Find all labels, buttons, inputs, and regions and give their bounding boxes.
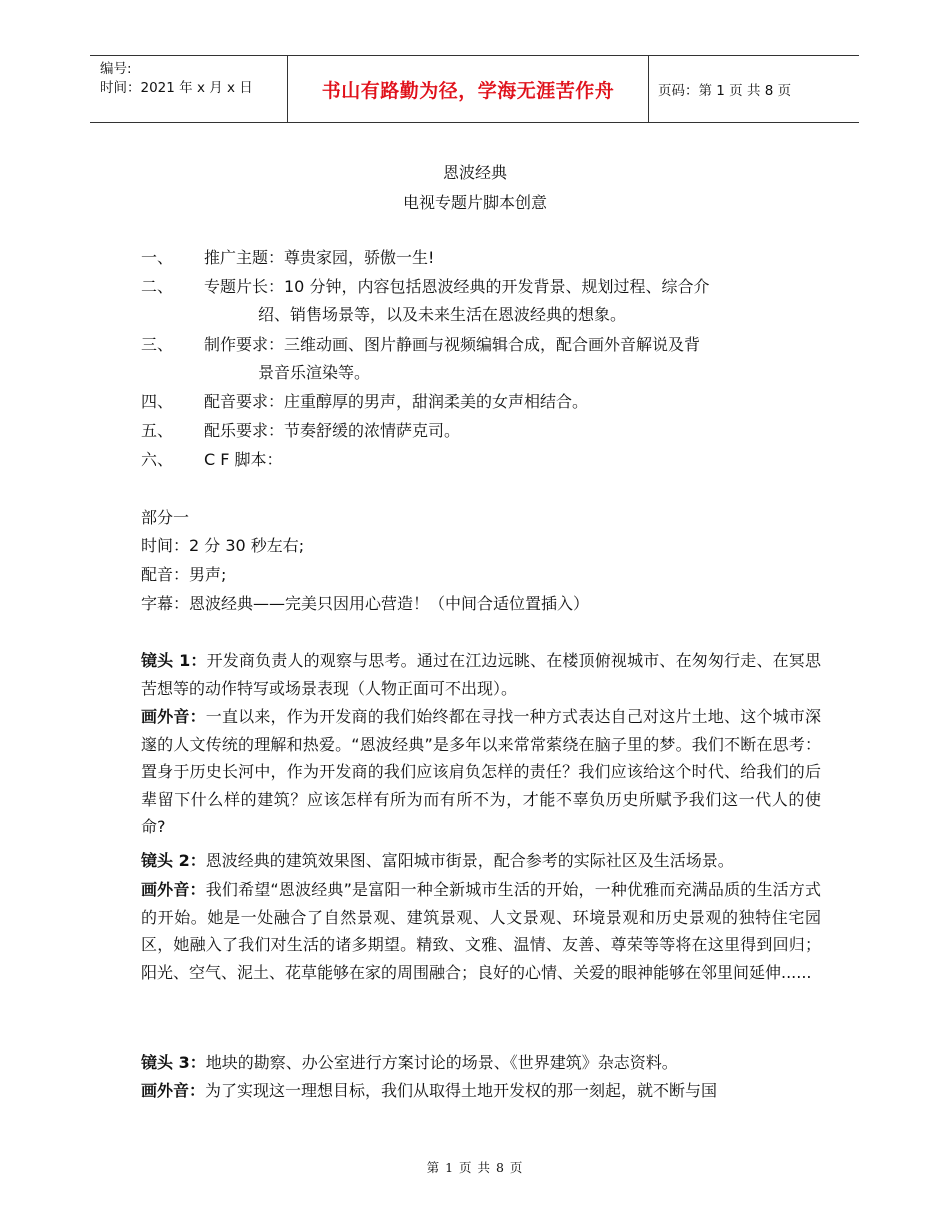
item-number: 二、: [141, 277, 174, 296]
item-line: 配音要求：庄重醇厚的男声，甜润柔美的女声相结合。: [204, 392, 589, 411]
voiceover-text: 一直以来，作为开发商的我们始终都在寻找一种方式表达自己对这片土地、这个城市深邃的人文传统的理解和热爱。“恩波经典”是多年以来常常萦绕在脑子里的梦。我们不断在思考：置身于历史长河中，作为开发商的我们应该肩负怎样的责任？我们应该给这个时代、给我们的后辈留下什么样的建筑？应该怎样有所为而有所不为，才能不辜负历史所赋予我们这一代人的使命?: [141, 707, 821, 837]
shot-paragraph: [141, 1049, 821, 1077]
shot-label: 镜头 3：: [141, 1053, 206, 1072]
shot-paragraph: [141, 647, 821, 702]
time-label: 时间：2021 年 x 月 x 日: [100, 80, 253, 96]
voiceover-paragraph: [141, 703, 821, 841]
shot-label: 镜头 1：: [141, 651, 207, 670]
voiceover-text: 我们希望“恩波经典”是富阳一种全新城市生活的开始，一种优雅而充满品质的生活方式的开始。她是一处融合了自然景观、建筑景观、人文景观、环境景观和历史景观的独特住宅园区，她融入了我们对生活的诸多期望。精致、文雅、温情、友善、尊荣等等将在这里得到回归；阳光、空气、泥土、花草能够在家的周围融合；良好的心情、关爱的眼神能够在邻里间延伸......: [141, 880, 821, 982]
item-number: 四、: [141, 392, 174, 411]
doc-title: 恩波经典: [442, 163, 507, 182]
code-label: 编号:: [100, 61, 132, 77]
header-table: [90, 55, 859, 123]
shot-text: 恩波经典的建筑效果图、富阳城市街景，配合参考的实际社区及生活场景。: [205, 851, 734, 870]
shot-text: 地块的勘察、办公室进行方案讨论的场景、《世界建筑》杂志资料。: [205, 1053, 678, 1072]
item-line: 制作要求：三维动画、图片静画与视频编辑合成，配合画外音解说及背: [204, 335, 701, 354]
part-caption: 字幕：恩波经典——完美只因用心营造！（中间合适位置插入）: [141, 594, 590, 613]
header-meta: [90, 56, 287, 122]
item-number: 三、: [141, 335, 174, 354]
item-line-cont: 绍、销售场景等，以及未来生活在恩波经典的想象。: [258, 305, 627, 324]
voiceover-paragraph: [141, 876, 821, 986]
shot-label: 镜头 2：: [141, 851, 206, 870]
header-motto: 书山有路勤为径，学海无涯苦作舟: [287, 56, 649, 122]
item-line: 配乐要求：节奏舒缓的浓情萨克司。: [204, 421, 461, 440]
shot-paragraph: [141, 847, 821, 875]
part-heading: 部分一: [141, 508, 190, 527]
voiceover-paragraph: [141, 1077, 821, 1105]
item-line: 专题片长：10 分钟，内容包括恩波经典的开发背景、规划过程、综合介: [204, 277, 710, 296]
item-number: 五、: [141, 421, 174, 440]
voiceover-label: 画外音：: [141, 1081, 206, 1100]
voiceover-text: 为了实现这一理想目标，我们从取得土地开发权的那一刻起，就不断与国: [205, 1081, 718, 1100]
item-line: C F 脚本：: [204, 450, 283, 469]
voiceover-label: 画外音：: [141, 707, 206, 726]
shot-text: 开发商负责人的观察与思考。通过在江边远眺、在楼顶俯视城市、在匆匆行走、在冥思苦想等的动作特写或场景表现（人物正面可不出现）。: [141, 651, 821, 698]
part-time: 时间：2 分 30 秒左右;: [141, 536, 305, 555]
voiceover-label: 画外音：: [141, 880, 206, 899]
header-page-info: 页码：第 1 页 共 8 页: [658, 83, 792, 99]
part-voice: 配音：男声;: [141, 565, 227, 584]
page-footer: 第 1 页 共 8 页: [426, 1160, 524, 1175]
item-number: 六、: [141, 450, 174, 469]
doc-subtitle: 电视专题片脚本创意: [402, 193, 547, 212]
item-line-cont: 景音乐渲染等。: [258, 363, 371, 382]
item-line: 推广主题：尊贵家园，骄傲一生!: [204, 248, 435, 267]
item-number: 一、: [141, 248, 174, 267]
